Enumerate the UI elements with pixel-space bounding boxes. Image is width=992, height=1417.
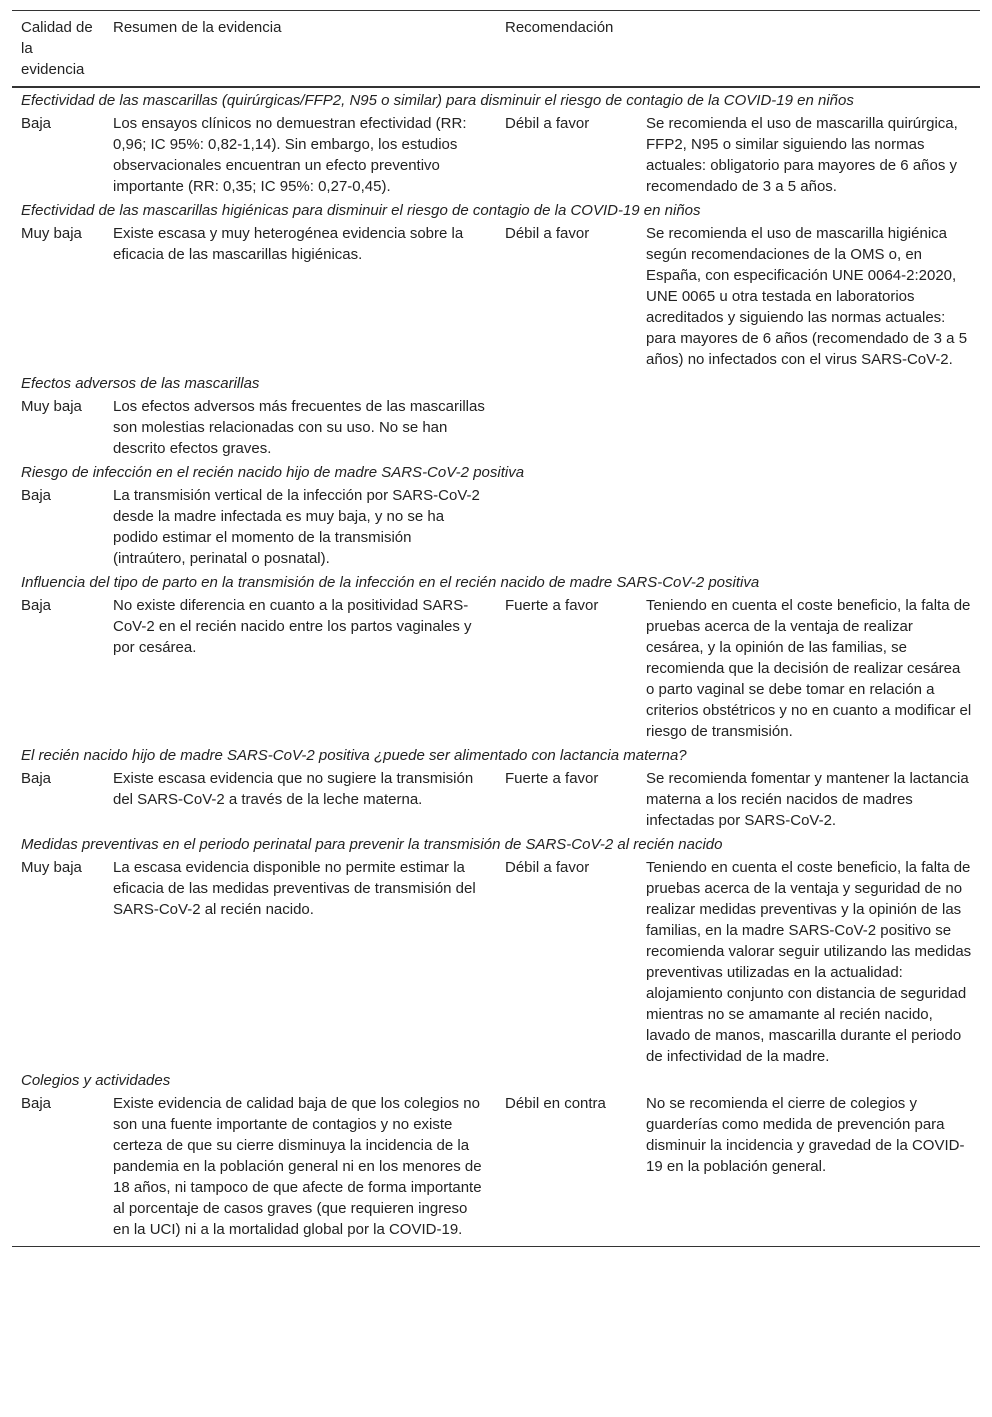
table-row <box>12 594 980 743</box>
table-row <box>12 1092 980 1247</box>
quality-cell: Muy baja <box>21 859 82 876</box>
summary-cell: Los ensayos clínicos no demuestran efectividad (RR: 0,96; IC 95%: 0,82-1,14). Sin embargo, los estudios observacionales encuentran un efecto preventivo importante (RR: 0,35; IC 95%: 0,27-0,45). <box>113 115 467 195</box>
section-title-row <box>12 198 980 222</box>
header-summary: Resumen de la evidencia <box>104 11 496 88</box>
section-title-row <box>12 743 980 767</box>
recommendation-cell <box>637 395 980 460</box>
recommendation-cell: No se recomienda el cierre de colegios y guarderías como medida de prevención para disminuir la incidencia y gravedad de la COVID-19 en la población general. <box>637 1092 980 1247</box>
quality-cell: Baja <box>21 597 52 614</box>
summary-cell: Existe escasa y muy heterogénea evidencia sobre la eficacia de las mascarillas higiénicas. <box>113 225 464 263</box>
header-quality: Calidad de la evidencia <box>12 11 104 88</box>
section-title-row <box>12 1068 980 1092</box>
section-title-row <box>12 371 980 395</box>
table-row <box>12 222 980 371</box>
quality-cell: Baja <box>21 487 52 504</box>
strength-cell: Débil a favor <box>505 859 590 876</box>
table-row <box>12 395 980 460</box>
header-recommendation: Recomendación <box>496 11 980 88</box>
section-title: Efectividad de las mascarillas higiénicas para disminuir el riesgo de contagio de la COVID-19 en niños <box>21 202 701 219</box>
summary-cell: Existe evidencia de calidad baja de que los colegios no son una fuente importante de contagios y no existe certeza de que su cierre disminuya la incidencia de la pandemia en la población general ni en los menores de 18 años, ni tampoco de que afecte de forma importante al porcentaje de casos graves (que requieren ingreso en la UCI) ni a la mortalidad global por la COVID-19. <box>104 1092 496 1247</box>
section-title-row <box>12 460 980 484</box>
strength-cell: Fuerte a favor <box>505 770 599 787</box>
table-row <box>12 856 980 1068</box>
section-title-row <box>12 570 980 594</box>
recommendation-cell: Se recomienda fomentar y mantener la lactancia materna a los recién nacidos de madres infectadas por SARS-CoV-2. <box>646 770 969 829</box>
evidence-table <box>12 10 980 1247</box>
recommendation-cell: Teniendo en cuenta el coste beneficio, la falta de pruebas acerca de la ventaja de realizar cesárea, y la opinión de las familias, se recomienda que la decisión de realizar cesárea o parto vaginal se debe tomar en relación a criterios obstétricos y no en cuanto a modificar el riesgo de transmisión. <box>646 597 972 740</box>
section-title: Efectos adversos de las mascarillas <box>21 375 260 392</box>
recommendation-cell: Teniendo en cuenta el coste beneficio, la falta de pruebas acerca de la ventaja y seguridad de no realizar medidas preventivas y la opinión de las familias, en la madre SARS-CoV-2 positivo se recomienda valorar seguir utilizando las medidas preventivas utilizadas en la actualidad: alojamiento conjunto con distancia de seguridad mientras no se amamante al recién nacido, lavado de manos, mascarilla durante el periodo de infectividad de la madre. <box>646 859 972 1065</box>
strength-cell <box>496 395 637 460</box>
recommendation-cell: Se recomienda el uso de mascarilla higiénica según recomendaciones de la OMS o, en España, con especificación UNE 0064-2:2020, UNE 0065 u otra testada en laboratorios acreditados y siguiendo las normas actuales: para mayores de 6 años (recomendado de 3 a 5 años) no infectados con el virus SARS-CoV-2. <box>646 225 968 368</box>
quality-cell: Muy baja <box>21 398 82 415</box>
strength-cell: Fuerte a favor <box>505 597 599 614</box>
quality-cell: Muy baja <box>21 225 82 242</box>
section-title-row <box>12 87 980 112</box>
section-title: Efectividad de las mascarillas (quirúrgicas/FFP2, N95 o similar) para disminuir el riesgo de contagio de la COVID-19 en niños <box>21 92 854 109</box>
table-row <box>12 767 980 832</box>
section-title: Influencia del tipo de parto en la transmisión de la infección en el recién nacido de madre SARS-CoV-2 positiva <box>21 574 760 591</box>
section-title: Colegios y actividades <box>21 1072 171 1089</box>
summary-cell: Existe escasa evidencia que no sugiere la transmisión del SARS-CoV-2 a través de la leche materna. <box>113 770 474 808</box>
strength-cell: Débil a favor <box>505 115 590 132</box>
section-title: Riesgo de infección en el recién nacido hijo de madre SARS-CoV-2 positiva <box>21 464 525 481</box>
summary-cell: La escasa evidencia disponible no permite estimar la eficacia de las medidas preventivas de transmisión del SARS-CoV-2 al recién nacido. <box>113 859 476 918</box>
table-header-row <box>12 11 980 88</box>
quality-cell: Baja <box>21 770 52 787</box>
strength-cell: Débil a favor <box>505 225 590 242</box>
section-title: Medidas preventivas en el periodo perinatal para prevenir la transmisión de SARS-CoV-2 al recién nacido <box>21 836 723 853</box>
table-row <box>12 112 980 198</box>
strength-cell <box>496 484 637 570</box>
quality-cell: Baja <box>21 115 52 132</box>
section-title: El recién nacido hijo de madre SARS-CoV-2 positiva ¿puede ser alimentado con lactancia materna? <box>21 747 687 764</box>
strength-cell: Débil en contra <box>496 1092 637 1247</box>
summary-cell: La transmisión vertical de la infección por SARS-CoV-2 desde la madre infectada es muy baja, y no se ha podido estimar el momento de la transmisión (intraútero, perinatal o posnatal). <box>113 487 480 567</box>
quality-cell: Baja <box>12 1092 104 1247</box>
section-title-row <box>12 832 980 856</box>
summary-cell: Los efectos adversos más frecuentes de las mascarillas son molestias relacionadas con su uso. No se han descrito efectos graves. <box>113 398 485 457</box>
summary-cell: No existe diferencia en cuanto a la positividad SARS-CoV-2 en el recién nacido entre los partos vaginales y por cesárea. <box>113 597 472 656</box>
recommendation-cell <box>637 484 980 570</box>
table-row <box>12 484 980 570</box>
recommendation-cell: Se recomienda el uso de mascarilla quirúrgica, FFP2, N95 o similar siguiendo las normas actuales: obligatorio para mayores de 6 años y recomendado de 3 a 5 años. <box>646 115 958 195</box>
